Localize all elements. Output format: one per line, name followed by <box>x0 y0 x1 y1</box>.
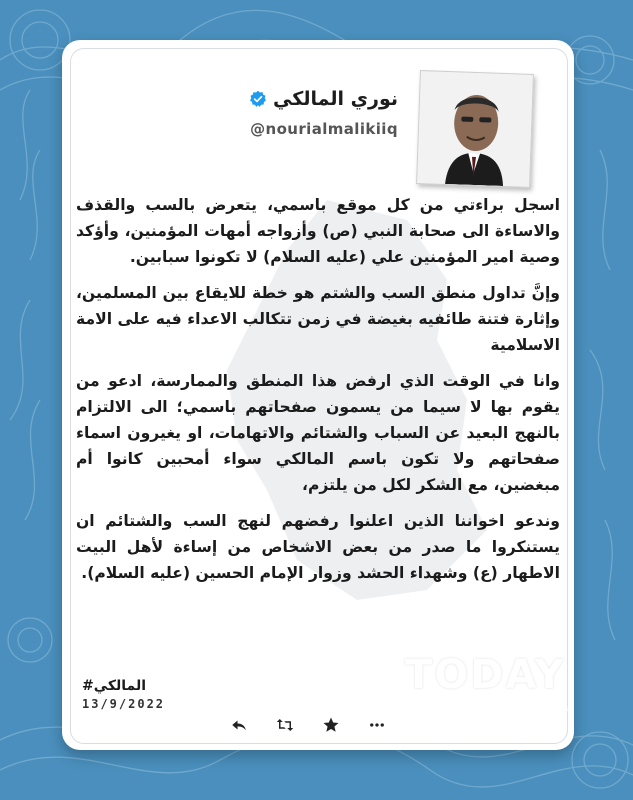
profile-name-row <box>249 88 398 110</box>
tweet-paragraph: وإنَّ تداول منطق السب والشتم هو خطة للايقاع بين المسلمين، وإثارة فتنة طائفيه بغيضة في زمن تتكالب الاعداء فيه على الامة الاسلامية <box>76 284 560 354</box>
tweet-card <box>62 40 574 750</box>
star-icon <box>322 716 340 734</box>
tweet-date: 13/9/2022 <box>82 697 166 711</box>
hashtag-link[interactable]: #المالكي <box>82 678 146 694</box>
verified-badge-icon <box>249 90 267 108</box>
profile-name[interactable]: نوري المالكي <box>273 88 398 110</box>
today-news-sub-ar: تـوداي <box>540 702 569 715</box>
avatar[interactable] <box>416 70 534 188</box>
reply-arrow-icon <box>230 716 248 734</box>
more-button[interactable] <box>368 716 386 734</box>
tweet-paragraph: وانا في الوقت الذي ارفض هذا المنطق والممارسة، ادعو من يقوم بها لا سيما من يسمون صفحاتهم باسمي؛ الى الالتزام بالنهج البعيد عن السباب والشتائم والاتهامات، او يغيرون اسماء صفحاتهم ولا تكون باسم المالكي سواء أمحبين كانوا أم مبغضين، مع الشكر لكل من يلتزم، <box>76 372 560 494</box>
reply-button[interactable] <box>230 716 248 734</box>
like-button[interactable] <box>322 716 340 734</box>
avatar-frame <box>414 68 538 192</box>
today-news-logo: TODAY <box>405 652 566 698</box>
retweet-button[interactable] <box>276 716 294 734</box>
tweet-body <box>76 192 560 596</box>
tweet-action-bar <box>230 716 386 734</box>
more-dots-icon <box>368 716 386 734</box>
tweet-paragraph: اسجل براءتي من كل موقع باسمي، يتعرض بالسب والقذف والاساءة الى صحابة النبي (ص) وأزواجه أمهات المؤمنين، وأؤكد وصية امير المؤمنين علي (عليه السلام) لا تكونوا سبابين. <box>76 196 560 266</box>
portrait-icon <box>417 71 533 187</box>
profile-handle[interactable]: @nourialmalikiiq <box>250 120 398 138</box>
tweet-paragraph: وندعو اخواننا الذين اعلنوا رفضهم لنهج السب والشتائم ان يستنكروا ما صدر من بعض الاشخاص من إساءة لأهل البيت الاطهار (ع) وشهداء الحشد وزوار الإمام الحسين (عليه السلام). <box>76 512 560 582</box>
today-news-sub: NEWS <box>420 701 478 714</box>
retweet-icon <box>276 716 294 734</box>
